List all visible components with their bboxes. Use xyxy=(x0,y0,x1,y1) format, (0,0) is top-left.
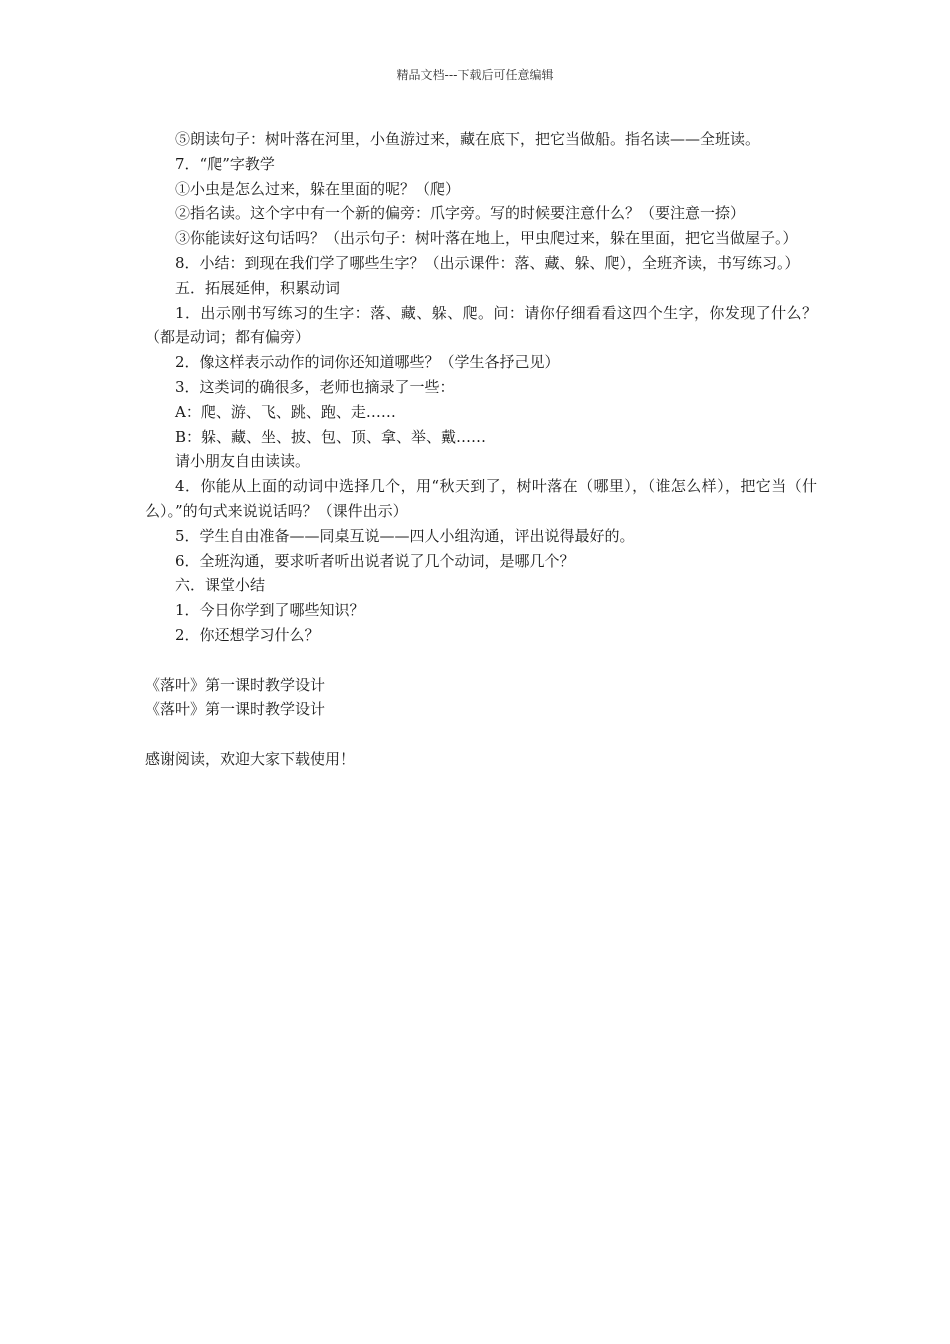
blank-line xyxy=(145,648,817,673)
paragraph: 2．像这样表示动作的词你还知道哪些？（学生各抒己见） xyxy=(175,353,560,372)
blank-line xyxy=(145,722,817,747)
closing-note: 感谢阅读，欢迎大家下载使用！ xyxy=(145,749,356,768)
paragraph: ⑤朗读句子：树叶落在河里，小鱼游过来，藏在底下，把它当做船。指名读——全班读。 xyxy=(175,130,761,148)
section-heading: 7．“爬”字教学 xyxy=(175,154,275,173)
document-title: 《落叶》第一课时教学设计 xyxy=(145,675,326,694)
paragraph: ③你能读好这句话吗？（出示句子：树叶落在地上，甲虫爬过来，躲在里面，把它当做屋子。） xyxy=(175,229,798,248)
section-heading: 五．拓展延伸，积累动词 xyxy=(175,278,341,297)
paragraph: ①小虫是怎么过来，躲在里面的呢？（爬） xyxy=(175,179,461,198)
paragraph: 4．你能从上面的动词中选择几个，用“秋天到了，树叶落在（哪里），（谁怎么样），把它当（什么）。”的句式来说说话吗？（课件出示） xyxy=(145,477,817,520)
list-item: 1．今日你学到了哪些知识？ xyxy=(175,601,365,620)
paragraph: 3．这类词的确很多，老师也摘录了一些： xyxy=(175,377,455,396)
page-header: 精品文档---下载后可任意编辑 xyxy=(396,68,554,82)
paragraph: 6．全班沟通，要求听者听出说者说了几个动词，是哪几个？ xyxy=(175,551,575,570)
document-body xyxy=(145,127,817,772)
paragraph: 8．小结：到现在我们学了哪些生字？（出示课件：落、藏、躲、爬），全班齐读，书写练习。） xyxy=(175,253,800,272)
paragraph: 请小朋友自由读读。 xyxy=(175,452,311,471)
list-item: A：爬、游、飞、跳、跑、走…… xyxy=(175,402,396,421)
section-heading: 六．课堂小结 xyxy=(175,576,266,595)
paragraph: ②指名读。这个字中有一个新的偏旁：爪字旁。写的时候要注意什么？（要注意一捺） xyxy=(175,204,746,223)
paragraph: 5．学生自由准备——同桌互说——四人小组沟通，评出说得最好的。 xyxy=(175,526,635,545)
list-item: 2．你还想学习什么？ xyxy=(175,625,320,644)
paragraph: 1．出示刚书写练习的生字：落、藏、躲、爬。问：请你仔细看看这四个生字，你发现了什么？（都是动词；都有偏旁） xyxy=(145,303,817,347)
document-title: 《落叶》第一课时教学设计 xyxy=(145,700,326,719)
list-item: B：躲、藏、坐、披、包、顶、拿、举、戴…… xyxy=(175,427,487,446)
